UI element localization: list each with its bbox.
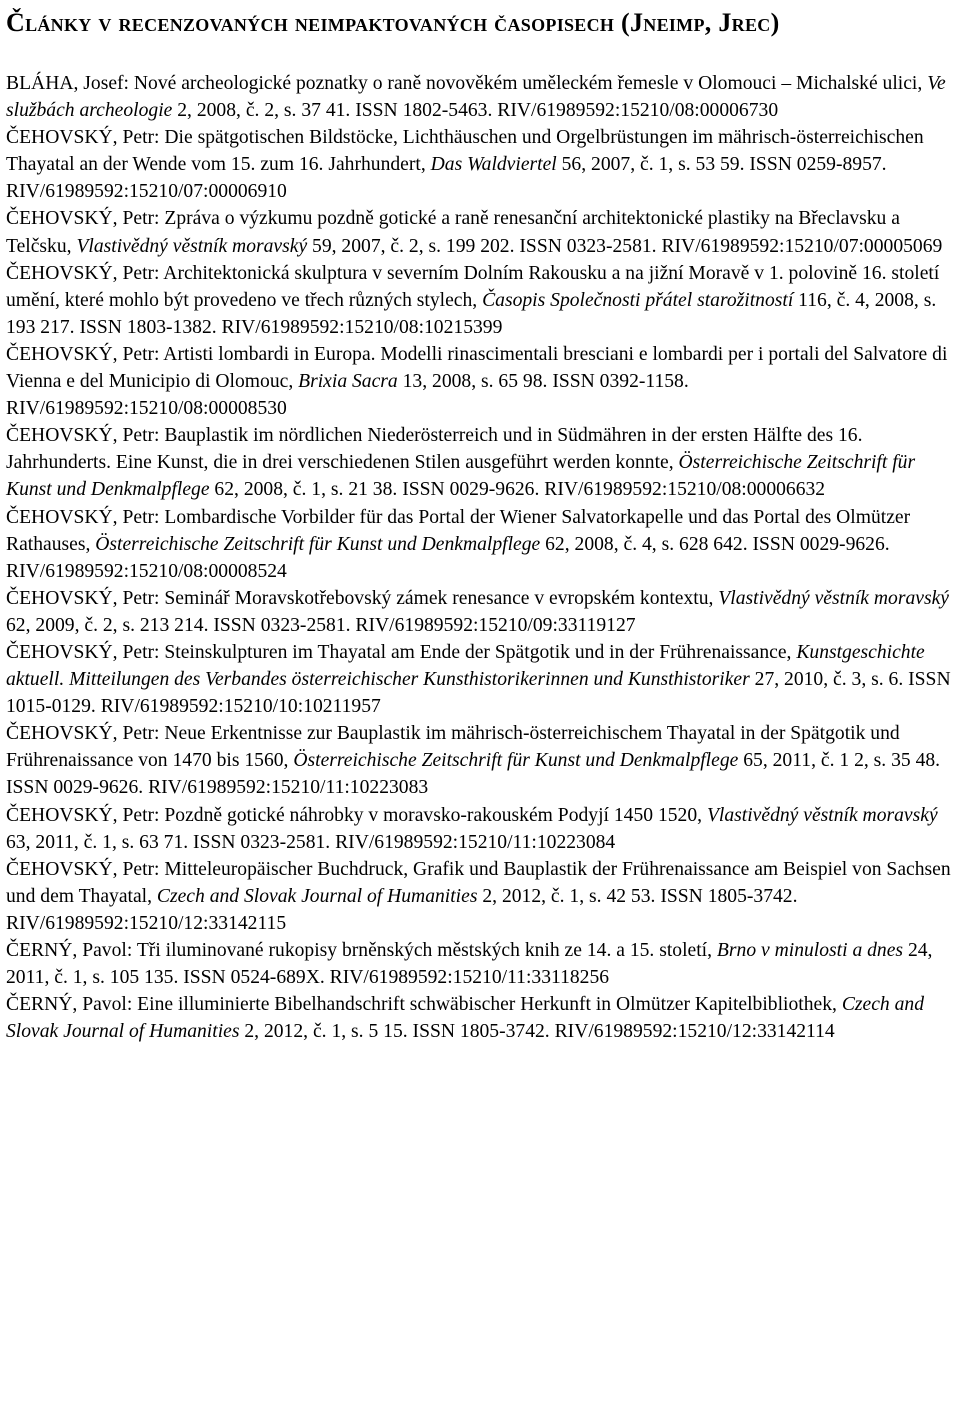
entry-text: ČEHOVSKÝ, Petr: Mitteleuropäischer Buchdruck, Grafik und Bauplastik der Frührenaissance am Beispiel von Sachsen und dem Thayatal,: [6, 858, 951, 907]
entry-details: 59, 2007, č. 2, s. 199 202. ISSN 0323-2581. RIV/61989592:15210/07:00005069: [307, 235, 943, 257]
journal-title: Vlastivědný věstník moravský: [76, 235, 308, 257]
publication-entry: [6, 991, 956, 1045]
entry-text: ČEHOVSKÝ, Petr: Pozdně gotické náhrobky v moravsko-rakouském Podyjí 1450 1520,: [6, 804, 707, 826]
publication-entry: [6, 585, 956, 639]
publication-list: [6, 70, 956, 1045]
entry-text: ČEHOVSKÝ, Petr: Seminář Moravskotřebovský zámek renesance v evropském kontextu,: [6, 587, 719, 609]
entry-text: ČEHOVSKÝ, Petr: Artisti lombardi in Europa. Modelli rinascimentali bresciani e lombardi per i portali del Salvatore di Vienna e del Municipio di Olomouc,: [6, 343, 948, 393]
publication-entry: [6, 802, 956, 856]
publication-entry: [6, 639, 956, 720]
publication-entry: [6, 260, 956, 341]
journal-title: Czech and Slovak Journal of Humanities: [6, 994, 925, 1043]
entry-details: 62, 2009, č. 2, s. 213 214. ISSN 0323-2581. RIV/61989592:15210/09:33119127: [6, 614, 636, 636]
journal-title: Österreichische Zeitschrift für Kunst und Denkmalpflege: [293, 750, 739, 772]
entry-text: ČEHOVSKÝ, Petr: Steinskulpturen im Thayatal am Ende der Spätgotik und in der Frührenaissance,: [6, 641, 797, 663]
journal-title: Ve službách archeologie: [6, 73, 946, 122]
entry-text: ČEHOVSKÝ, Petr: Neue Erkentnisse zur Bauplastik im mährisch-österreichischem Thayatal in der Spätgotik und Frührenaissance von 1470 bis 1560,: [6, 723, 900, 772]
journal-title: Czech and Slovak Journal of Humanities: [156, 885, 478, 907]
entry-text: ČEHOVSKÝ, Petr: Zpráva o výzkumu pozdně gotické a raně renesanční architektonické plastiky na Břeclavsku a Telčsku,: [6, 208, 900, 257]
entry-details: 56, 2007, č. 1, s. 53 59. ISSN 0259-8957. RIV/61989592:15210/07:00006910: [6, 154, 887, 203]
journal-title: Vlastivědný věstník moravský: [706, 804, 938, 826]
section-title: Články v recenzovaných neimpaktovaných časopisech (Jneimp, Jrec): [6, 8, 780, 37]
entry-details: 27, 2010, č. 3, s. 6. ISSN 1015-0129. RIV/61989592:15210/10:10211957: [6, 669, 951, 718]
entry-details: 2, 2012, č. 1, s. 5 15. ISSN 1805-3742. RIV/61989592:15210/12:33142114: [239, 1021, 835, 1043]
publication-entry: [6, 422, 956, 503]
entry-details: 13, 2008, s. 65 98. ISSN 0392-1158. RIV/61989592:15210/08:00008530: [6, 371, 689, 420]
entry-text: BLÁHA, Josef: Nové archeologické poznatky o raně novověkém uměleckém řemesle v Olomouci – Michalské ulici,: [6, 73, 928, 94]
journal-title: Vlastivědný věstník moravský: [718, 587, 949, 609]
journal-title: Kunstgeschichte aktuell. Mitteilungen des Verbandes österreichischer Kunsthistorikerinnen und Kunsthistoriker: [6, 641, 925, 691]
journal-title: Časopis Společnosti přátel starožitností: [482, 289, 794, 311]
entry-details: 62, 2008, č. 1, s. 21 38. ISSN 0029-9626. RIV/61989592:15210/08:00006632: [209, 479, 826, 501]
publication-entry: [6, 124, 956, 205]
journal-title: Brixia Sacra: [298, 371, 398, 393]
entry-text: ČEHOVSKÝ, Petr: Bauplastik im nördlichen Niederösterreich und in Südmähren in der ersten Hälfte des 16. Jahrhunderts. Eine Kunst, die in drei verschiedenen Stilen ausgeführt werden konnte,: [6, 425, 863, 474]
publication-entry: [6, 937, 956, 991]
entry-text: ČEHOVSKÝ, Petr: Lombardische Vorbilder für das Portal der Wiener Salvatorkapelle und das Portal des Olmützer Rathauses,: [6, 506, 911, 555]
publication-entry: [6, 720, 956, 801]
entry-details: 62, 2008, č. 4, s. 628 642. ISSN 0029-9626. RIV/61989592:15210/08:00008524: [6, 533, 890, 582]
journal-title: Österreichische Zeitschrift für Kunst und Denkmalpflege: [6, 452, 916, 501]
entry-details: 2, 2008, č. 2, s. 37 41. ISSN 1802-5463. RIV/61989592:15210/08:00006730: [172, 100, 779, 122]
entry-text: ČERNÝ, Pavol: Tři iluminované rukopisy brněnských městských knih ze 14. a 15. století,: [6, 940, 717, 961]
entry-details: 2, 2012, č. 1, s. 42 53. ISSN 1805-3742. RIV/61989592:15210/12:33142115: [6, 885, 798, 934]
publication-entry: [6, 70, 956, 124]
entry-text: ČEHOVSKÝ, Petr: Architektonická skulptura v severním Dolním Rakousku a na jižní Moravě v 1. polovině 16. století umění, které mohlo být provedeno ve třech různých stylech,: [6, 262, 940, 311]
journal-title: Das Waldviertel: [430, 154, 557, 176]
journal-title: Brno v minulosti a dnes: [716, 940, 904, 961]
entry-details: 24, 2011, č. 1, s. 105 135. ISSN 0524-689X. RIV/61989592:15210/11:33118256: [6, 940, 933, 989]
entry-details: 65, 2011, č. 1 2, s. 35 48. ISSN 0029-9626. RIV/61989592:15210/11:10223083: [6, 750, 941, 799]
entry-details: 116, č. 4, 2008, s. 193 217. ISSN 1803-1382. RIV/61989592:15210/08:10215399: [6, 289, 937, 338]
publication-entry: [6, 205, 956, 259]
publication-entry: [6, 504, 956, 585]
journal-title: Österreichische Zeitschrift für Kunst und Denkmalpflege: [95, 533, 541, 555]
entry-details: 63, 2011, č. 1, s. 63 71. ISSN 0323-2581. RIV/61989592:15210/11:10223084: [6, 831, 616, 853]
publication-entry: [6, 856, 956, 937]
entry-text: ČEHOVSKÝ, Petr: Die spätgotischen Bildstöcke, Lichthäuschen und Orgelbrüstungen im mährisch-österreichischen Thayatal an der Wende vom 15. zum 16. Jahrhundert,: [6, 127, 924, 176]
entry-text: ČERNÝ, Pavol: Eine illuminierte Bibelhandschrift schwäbischer Herkunft in Olmützer Kapitelbibliothek,: [6, 994, 842, 1016]
publication-entry: [6, 341, 956, 422]
